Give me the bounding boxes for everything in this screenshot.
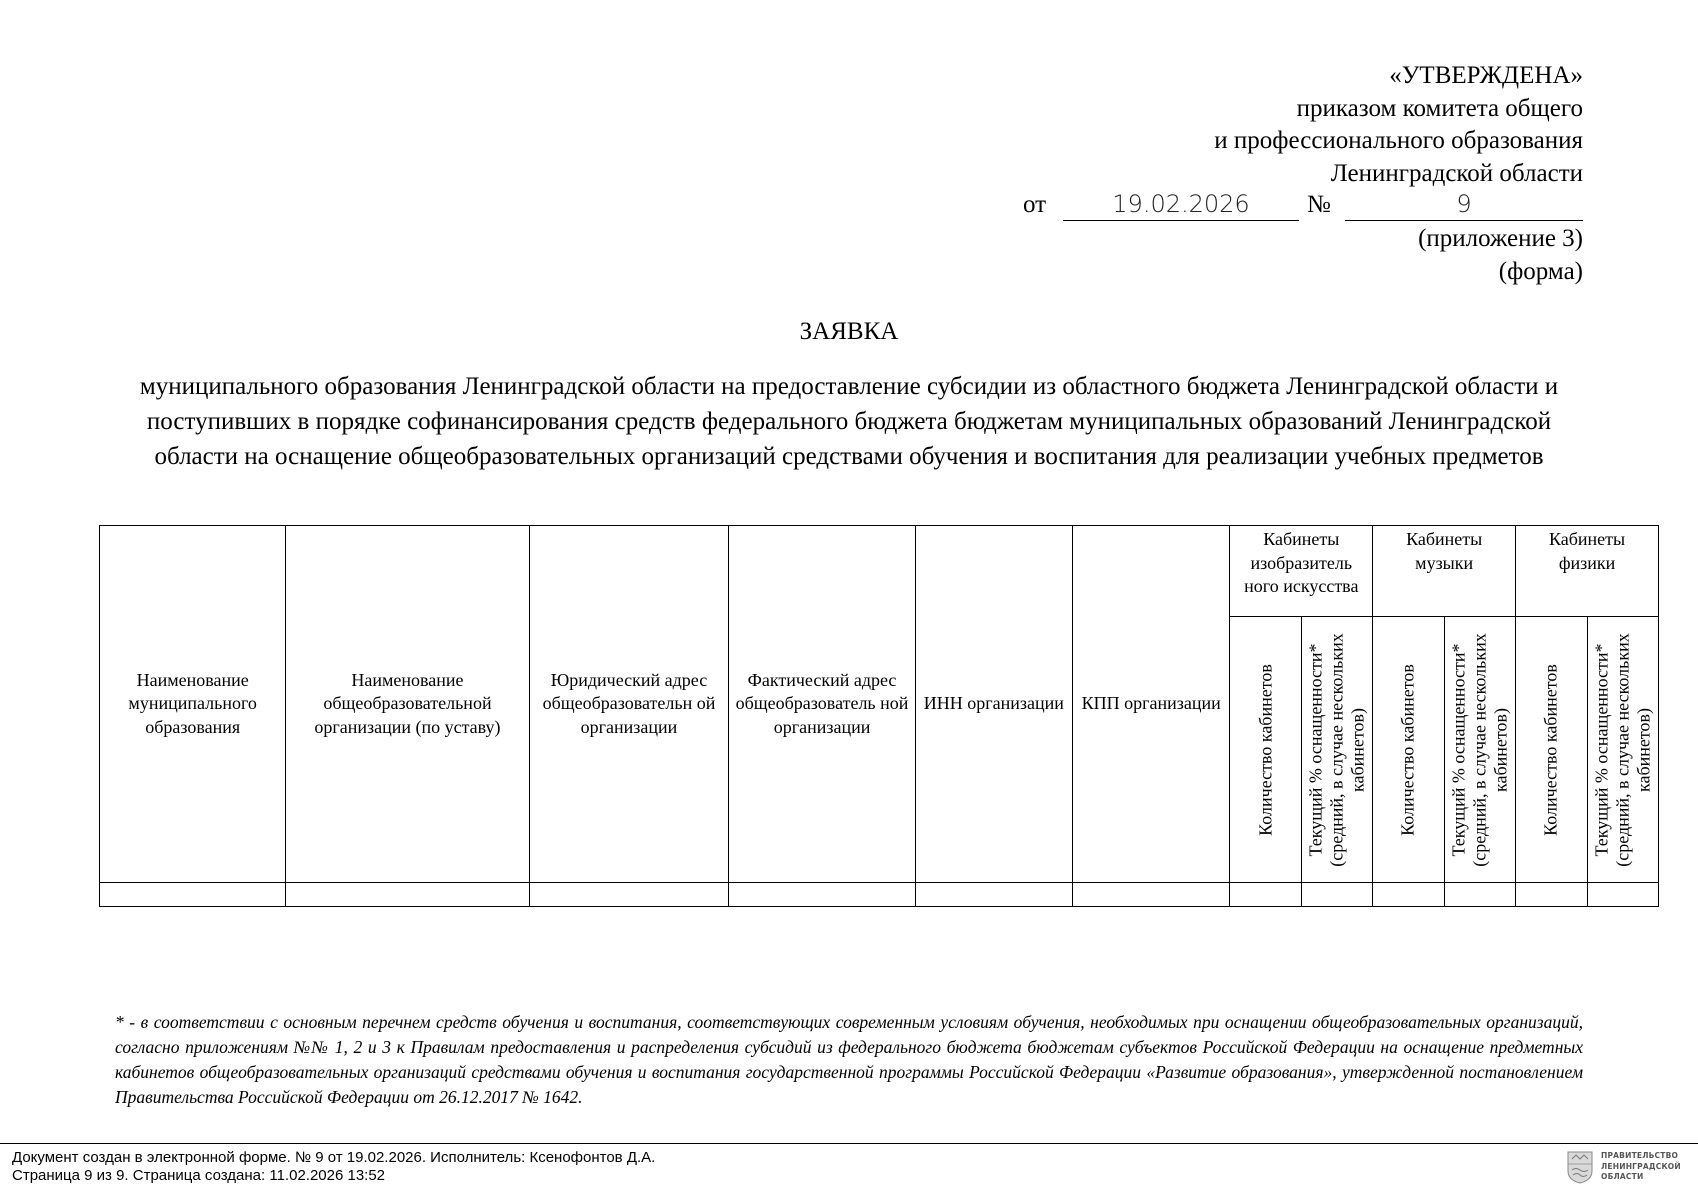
document-title: ЗАЯВКА — [799, 318, 899, 345]
approval-heading: «УТВЕРЖДЕНА» — [1389, 62, 1583, 89]
table-cell — [1373, 883, 1444, 907]
application-table — [99, 525, 1659, 907]
subheader-count: Количество кабинетов — [1540, 663, 1561, 836]
table-cell — [729, 883, 915, 907]
subheader-count: Количество кабинетов — [1255, 663, 1276, 836]
number-label: № — [1307, 190, 1331, 218]
document-subtitle: муниципального образования Ленинградской области на предоставление субсидии из областного бюджета Ленинградской области и поступивших в порядке софинансирования средств федерального бюджета бюджетам муниципальных образований Ленинградской области на оснащение общеобразовательных организаций средствами обучения и воспитания для реализации учебных предметов — [139, 373, 1559, 470]
order-date: 19.02.2026 — [1063, 190, 1299, 221]
document-footer — [12, 1149, 655, 1185]
footnote: * - в соответствии с основным перечнем средств обучения и воспитания, соответствующих современным условиям обучения, необходимых при оснащении общеобразовательных организаций, согласно приложениям №№ 1, 2 и 3 к Правилам предоставления и распределения субсидий из федерального бюджета бюджетам субъектов Российской Федерации на оснащение предметных кабинетов общеобразовательных организаций средствами обучения и воспитания государственной программы Российской Федерации «Развитие образования», утвержденной постановлением Правительства Российской Федерации от 26.12.2017 № 1642. — [115, 1012, 1583, 1107]
order-number: 9 — [1345, 190, 1583, 221]
column-header: КПП организации — [1073, 526, 1230, 883]
column-header: ИНН организации — [915, 526, 1072, 883]
organization-name: ПРАВИТЕЛЬСТВО ЛЕНИНГРАДСКОЙ ОБЛАСТИ — [1601, 1151, 1681, 1181]
table-cell — [1230, 883, 1301, 907]
column-header: Фактический адрес общеобразователь ной организации — [729, 526, 915, 883]
footer-line: Страница 9 из 9. Страница создана: 11.02.2026 13:52 — [12, 1167, 386, 1184]
approval-line: Ленинградской области — [1330, 159, 1583, 187]
subheader-cell — [1373, 617, 1444, 883]
table-cell — [1073, 883, 1230, 907]
subheader-cell — [1444, 617, 1515, 883]
table-header-row — [100, 526, 1659, 617]
approval-date-row — [1023, 190, 1583, 223]
table-cell — [286, 883, 529, 907]
subheader-cell — [1516, 617, 1587, 883]
footer-line: Документ создан в электронной форме. № 9 от 19.02.2026. Исполнитель: Ксенофонтов Д.А. — [12, 1149, 656, 1166]
table-cell — [529, 883, 729, 907]
government-logo — [1567, 1150, 1687, 1186]
column-header: Юридический адрес общеобразовательн ой организации — [529, 526, 729, 883]
subheader-percent: Текущий % оснащенности* (средний, в случае нескольких кабинетов) — [1591, 632, 1654, 867]
approval-block — [1023, 60, 1583, 288]
table-cell — [915, 883, 1072, 907]
approval-line: приказом комитета общего — [1296, 94, 1583, 122]
table-cell — [1516, 883, 1587, 907]
table-row — [100, 883, 1659, 907]
table-cell — [1444, 883, 1515, 907]
group-header: Кабинеты музыки — [1373, 526, 1516, 617]
subheader-percent: Текущий % оснащенности* (средний, в случае нескольких кабинетов) — [1305, 632, 1368, 867]
form-label: (форма) — [1498, 257, 1583, 285]
group-header: Кабинеты изобразитель ного искусства — [1230, 526, 1373, 617]
footer-divider — [0, 1143, 1698, 1144]
column-header: Наименование общеобразовательной организации (по уставу) — [286, 526, 529, 883]
subheader-count: Количество кабинетов — [1397, 663, 1418, 836]
subheader-cell — [1301, 617, 1372, 883]
subheader-cell — [1587, 617, 1658, 883]
subheader-percent: Текущий % оснащенности* (средний, в случае нескольких кабинетов) — [1448, 632, 1511, 867]
subheader-cell — [1230, 617, 1301, 883]
coat-of-arms-icon — [1567, 1151, 1593, 1184]
table-cell — [1301, 883, 1372, 907]
table-cell — [1587, 883, 1658, 907]
appendix-label: (приложение 3) — [1418, 225, 1583, 252]
column-header: Наименование муниципального образования — [100, 526, 286, 883]
group-header: Кабинеты физики — [1516, 526, 1659, 617]
table-cell — [100, 883, 286, 907]
date-label: от — [1023, 190, 1047, 218]
approval-line: и профессионального образования — [1214, 127, 1583, 154]
